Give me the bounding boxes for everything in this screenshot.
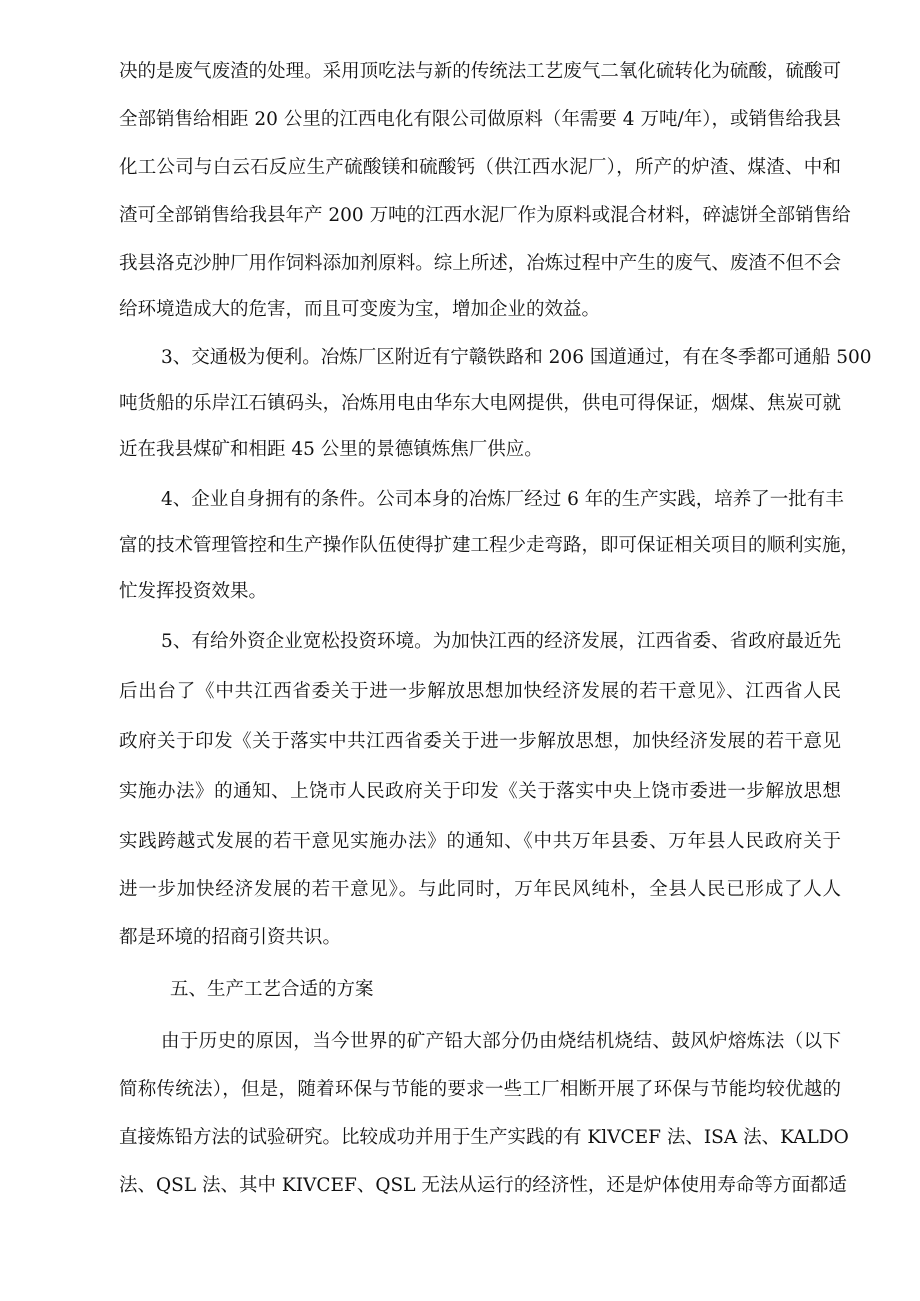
text-line: 实施办法》的通知、上饶市人民政府关于印发《关于落实中央上饶市委进一步解放思想 (119, 781, 841, 802)
text-line: 3、交通极为便利。冶炼厂区附近有宁赣铁路和 206 国道通过，有在冬季都可通船 500 (161, 347, 872, 368)
text-line: 化工公司与白云石反应生产硫酸镁和硫酸钙（供江西水泥厂），所产的炉渣、煤渣、中和 (119, 157, 841, 178)
text-line: 近在我县煤矿和相距 45 公里的景德镇炼焦厂供应。 (119, 439, 543, 460)
text-line: 直接炼铅方法的试验研究。比较成功并用于生产实践的有 KlVCEF 法、ISA 法、KALDO (119, 1127, 849, 1148)
text-line: 后出台了《中共江西省委关于进一步解放思想加快经济发展的若干意见》、江西省人民 (119, 681, 841, 702)
text-line: 富的技术管理管控和生产操作队伍使得扩建工程少走弯路，即可保证相关项目的顺利实施， (119, 535, 860, 556)
text-line: 忙发挥投资效果。 (119, 581, 268, 602)
text-line: 全部销售给相距 20 公里的江西电化有限公司做原料（年需要 4 万吨/年），或销售给我县 (119, 109, 841, 130)
section-heading: 五、生产工艺合适的方案 (170, 979, 374, 1000)
text-line: 4、企业自身拥有的条件。公司本身的冶炼厂经过 6 年的生产实践，培养了一批有丰 (161, 489, 844, 510)
text-line: 法、QSL 法、其中 KIVCEF、QSL 无法从运行的经济性，还是炉体使用寿命等方面都适 (119, 1175, 847, 1196)
text-line: 决的是废气废渣的处理。采用顶吃法与新的传统法工艺废气二氧化硫转化为硫酸，硫酸可 (119, 61, 841, 82)
text-line: 渣可全部销售给我县年产 200 万吨的江西水泥厂作为原料或混合材料，碎滤饼全部销售给 (119, 205, 851, 226)
text-line: 政府关于印发《关于落实中共江西省委关于进一步解放思想，加快经济发展的若干意见 (119, 731, 841, 752)
text-line: 5、有给外资企业宽松投资环境。为加快江西的经济发展，江西省委、省政府最近先 (161, 631, 841, 652)
text-line: 给环境造成大的危害，而且可变废为宝，增加企业的效益。 (119, 299, 601, 320)
text-line: 都是环境的招商引资共识。 (119, 927, 342, 948)
text-line: 吨货船的乐岸江石镇码头，冶炼用电由华东大电网提供，供电可得保证，烟煤、焦炭可就 (119, 393, 841, 414)
text-line: 简称传统法），但是，随着环保与节能的要求一些工厂相断开展了环保与节能均较优越的 (119, 1079, 841, 1100)
text-line: 实践跨越式发展的若干意见实施办法》的通知、《中共万年县委、万年县人民政府关于 (119, 831, 841, 852)
text-line: 我县洛克沙肿厂用作饲料添加剂原料。综上所述，冶炼过程中产生的废气、废渣不但不会 (119, 253, 841, 274)
text-line: 进一步加快经济发展的若干意见》。与此同时，万年民风纯朴，全县人民已形成了人人 (119, 879, 841, 900)
text-line: 由于历史的原因，当今世界的矿产铅大部分仍由烧结机烧结、鼓风炉熔炼法（以下 (161, 1031, 841, 1052)
